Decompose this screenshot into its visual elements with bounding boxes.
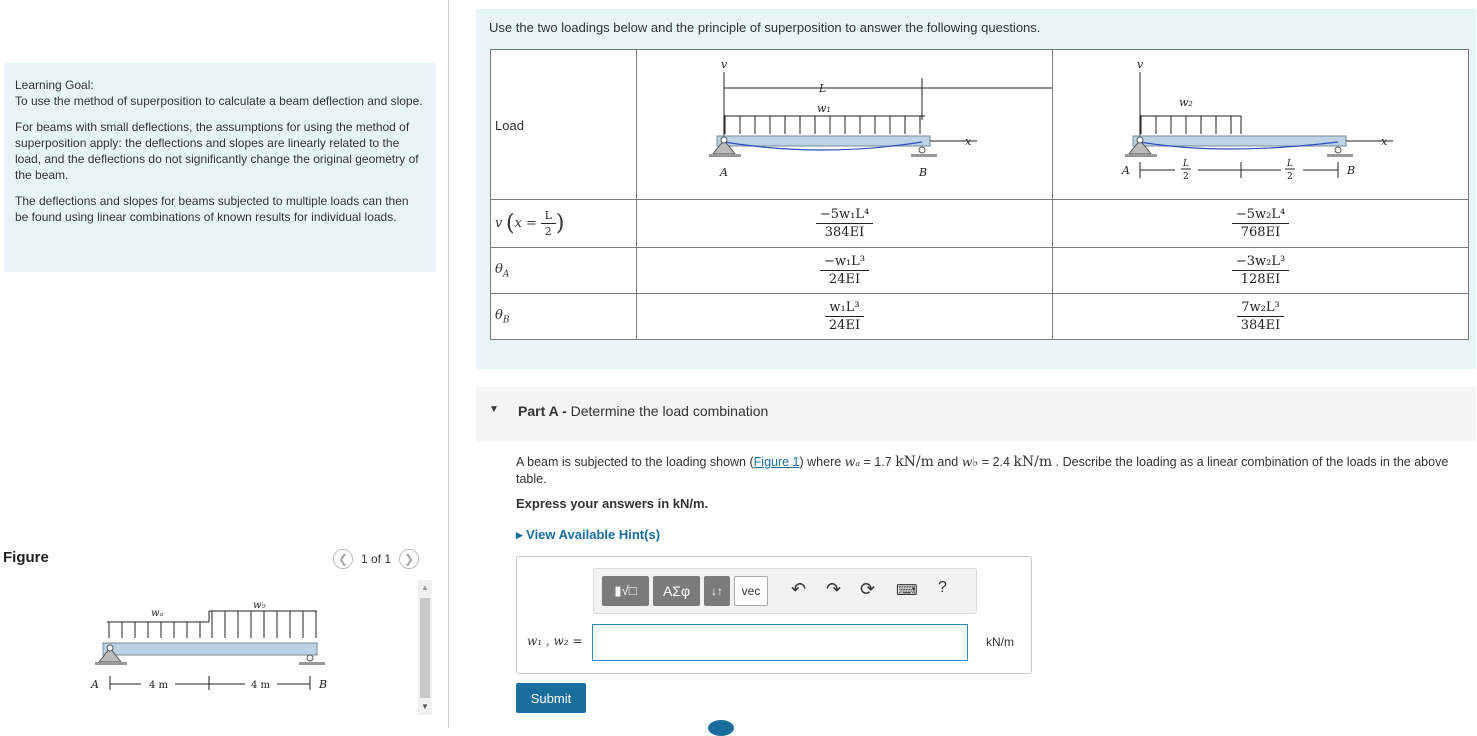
- scroll-up-icon[interactable]: ▲: [421, 583, 429, 592]
- beam2-theta-a: $\frac{\text{−3w₂L³}}{128EI}$: [1053, 248, 1469, 294]
- svg-text:2: 2: [1287, 172, 1293, 182]
- svg-text:v: v: [721, 58, 728, 71]
- learning-goal-panel: [4, 63, 436, 272]
- beam1-theta-b: $\frac{\text{w₁L³}}{24EI}$: [637, 294, 1053, 340]
- beam1-diagram: [637, 50, 1052, 196]
- svg-text:L: L: [1287, 159, 1293, 169]
- scroll-thumb[interactable]: [420, 598, 430, 698]
- fig-wa-label: wₐ: [151, 608, 164, 619]
- figure-scrollbar[interactable]: [418, 580, 432, 715]
- figure-label: Figure: [3, 549, 49, 566]
- view-hints-link[interactable]: ▸ View Available Hint(s): [516, 527, 661, 542]
- prev-figure-button[interactable]: ❮: [333, 549, 353, 569]
- svg-text:w₁: w₁: [817, 102, 831, 115]
- svg-text:v: v: [1137, 58, 1144, 71]
- svg-text:L: L: [1183, 159, 1189, 169]
- fig-B-label: B: [319, 678, 328, 691]
- collapse-caret-icon[interactable]: ▼: [489, 404, 499, 415]
- beam2-deflection: $\frac{\text{−5w₂L⁴}}{768EI}$: [1053, 200, 1469, 248]
- answer-box: [516, 556, 1032, 674]
- learning-goal-text: To use the method of superposition to calculate a beam deflection and slope.: [15, 94, 423, 108]
- sort-button[interactable]: ↓↑: [704, 576, 730, 606]
- beam2-cell: [1053, 50, 1469, 200]
- svg-text:A: A: [1122, 164, 1130, 177]
- undo-icon[interactable]: ↶: [791, 579, 807, 599]
- part-a-header[interactable]: [476, 387, 1476, 441]
- fig-dim1-label: 4 m: [149, 680, 169, 691]
- figure-1-link[interactable]: Figure 1: [753, 455, 800, 469]
- svg-text:x: x: [965, 135, 972, 148]
- problem-statement: A beam is subjected to the loading shown (Figure 1) where wₐ = 1.7 kN/m and w♭ = 2.4 kN/m . Describe the loading as a linear combination of the loads in the above table.: [516, 454, 1449, 486]
- svg-text:A: A: [720, 166, 728, 179]
- feedback-indicator: [708, 720, 734, 736]
- table-row-theta-a: [491, 248, 1469, 294]
- answer-unit: kN/m: [986, 635, 1014, 649]
- beam2-theta-b: $\frac{\text{7w₂L³}}{384EI}$: [1053, 294, 1469, 340]
- fig-A-label: A: [91, 678, 99, 691]
- learning-goal-combinations: The deflections and slopes for beams subjected to multiple loads can then be found using linear combinations of known results for individual loads.: [15, 194, 409, 224]
- row-label-load: Load: [491, 50, 637, 200]
- fig-dim2-label: 4 m: [251, 680, 271, 691]
- row-label-theta-a: $\theta_A$: [491, 248, 637, 294]
- greek-symbols-button[interactable]: AΣφ: [653, 576, 700, 606]
- beam2-diagram: [1053, 50, 1468, 196]
- part-a-title: Part A - Determine the load combination: [518, 403, 769, 419]
- intro-text: Use the two loadings below and the principle of superposition to answer the following questions.: [489, 20, 1041, 35]
- vector-button[interactable]: vec: [734, 576, 768, 606]
- answer-label: w₁ , w₂ =: [527, 634, 583, 648]
- learning-goal-heading: Learning Goal:: [15, 78, 94, 92]
- svg-text:B: B: [919, 166, 928, 179]
- learning-goal-assumptions: For beams with small deflections, the assumptions for using the method of superposition apply: the deflections and slopes are linearly related to the load, and the deflections do not significantly change the original geometry of the beam.: [15, 120, 419, 182]
- table-row-deflection: [491, 200, 1469, 248]
- beam1-deflection: $\frac{\text{−5w₁L⁴}}{384EI}$: [637, 200, 1053, 248]
- next-figure-button[interactable]: ❯: [399, 549, 419, 569]
- keyboard-icon[interactable]: ⌨: [896, 582, 918, 599]
- row-label-theta-b: $\theta_B$: [491, 294, 637, 340]
- svg-text:x: x: [1381, 135, 1388, 148]
- svg-text:w₂: w₂: [1179, 96, 1193, 109]
- express-instruction: Express your answers in kN/m.: [516, 496, 709, 511]
- row-label-deflection: v (x = $\frac{L}{2}$ ): [491, 200, 637, 248]
- svg-text:2: 2: [1183, 172, 1189, 182]
- scroll-down-icon[interactable]: ▼: [421, 702, 429, 711]
- reset-icon[interactable]: ⟳: [860, 579, 876, 599]
- figure-pager: [333, 549, 419, 569]
- math-toolbar: [593, 568, 977, 614]
- submit-button[interactable]: Submit: [516, 683, 586, 713]
- help-button[interactable]: ?: [938, 579, 947, 596]
- beam1-cell: [637, 50, 1053, 200]
- svg-text:B: B: [1347, 164, 1356, 177]
- figure-beam-diagram: [85, 590, 335, 700]
- fig-wb-label: w♭: [253, 600, 267, 611]
- redo-icon[interactable]: ↷: [826, 579, 842, 599]
- template-button[interactable]: ▮√□: [602, 576, 649, 606]
- svg-text:L: L: [819, 82, 827, 95]
- answer-input[interactable]: [592, 624, 968, 661]
- beam1-theta-a: $\frac{\text{−w₁L³}}{24EI}$: [637, 248, 1053, 294]
- loading-table: [490, 49, 1469, 340]
- table-row-load: [491, 50, 1469, 200]
- panel-divider: [448, 0, 449, 728]
- table-row-theta-b: [491, 294, 1469, 340]
- figure-page-count: 1 of 1: [361, 552, 392, 566]
